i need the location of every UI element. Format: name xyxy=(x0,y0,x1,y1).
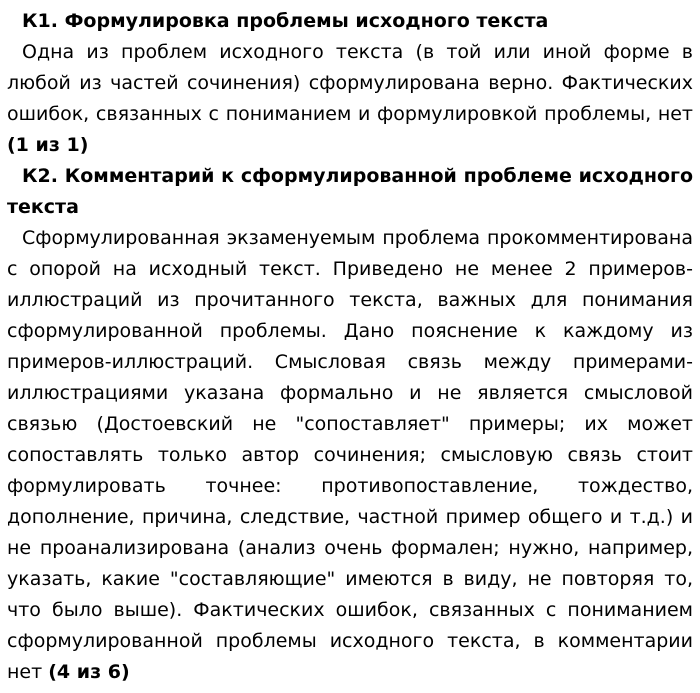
criterion-k2-text xyxy=(7,223,693,688)
criterion-k1-heading: К1. Формулировка проблемы исходного текста xyxy=(22,10,549,32)
criterion-k2-score: (4 из 6) xyxy=(48,661,130,683)
criterion-k2-body: Сформулированная экзаменуемым проблема прокомментирована с опорой на исходный текст. Приведено не менее 2 примеров-иллюстраций из прочитанного текста, важных для понимания сформулированной проблемы. Дано пояснение к каждому из примеров-иллюстраций. Смысловая связь между примерами-иллюстрациями указана формально и не является смысловой связью (Достоевский не "сопоставляет" примеры; их может сопоставлять только автор сочинения; смысловую связь стоит формулировать точнее: противопоставление, тождество, дополнение, причина, следствие, частной пример общего и т.д.) и не проанализирована (анализ очень формален; нужно, например, указать, какие "составляющие" имеются в виду, не повторяя то, что было выше). Фактических ошибок, связанных с пониманием сформулированной проблемы исходного текста, в комментарии нет xyxy=(7,227,693,683)
criterion-k1-text xyxy=(7,37,693,161)
criterion-k1-score: (1 из 1) xyxy=(7,134,89,156)
criterion-k1-body: Одна из проблем исходного текста (в той или иной форме в любой из частей сочинения) сформулирована верно. Фактических ошибок, связанных с пониманием и формулировкой проблемы, нет xyxy=(7,41,693,125)
criterion-k2-heading: К2. Комментарий к сформулированной проблеме исходного текста xyxy=(7,165,693,218)
